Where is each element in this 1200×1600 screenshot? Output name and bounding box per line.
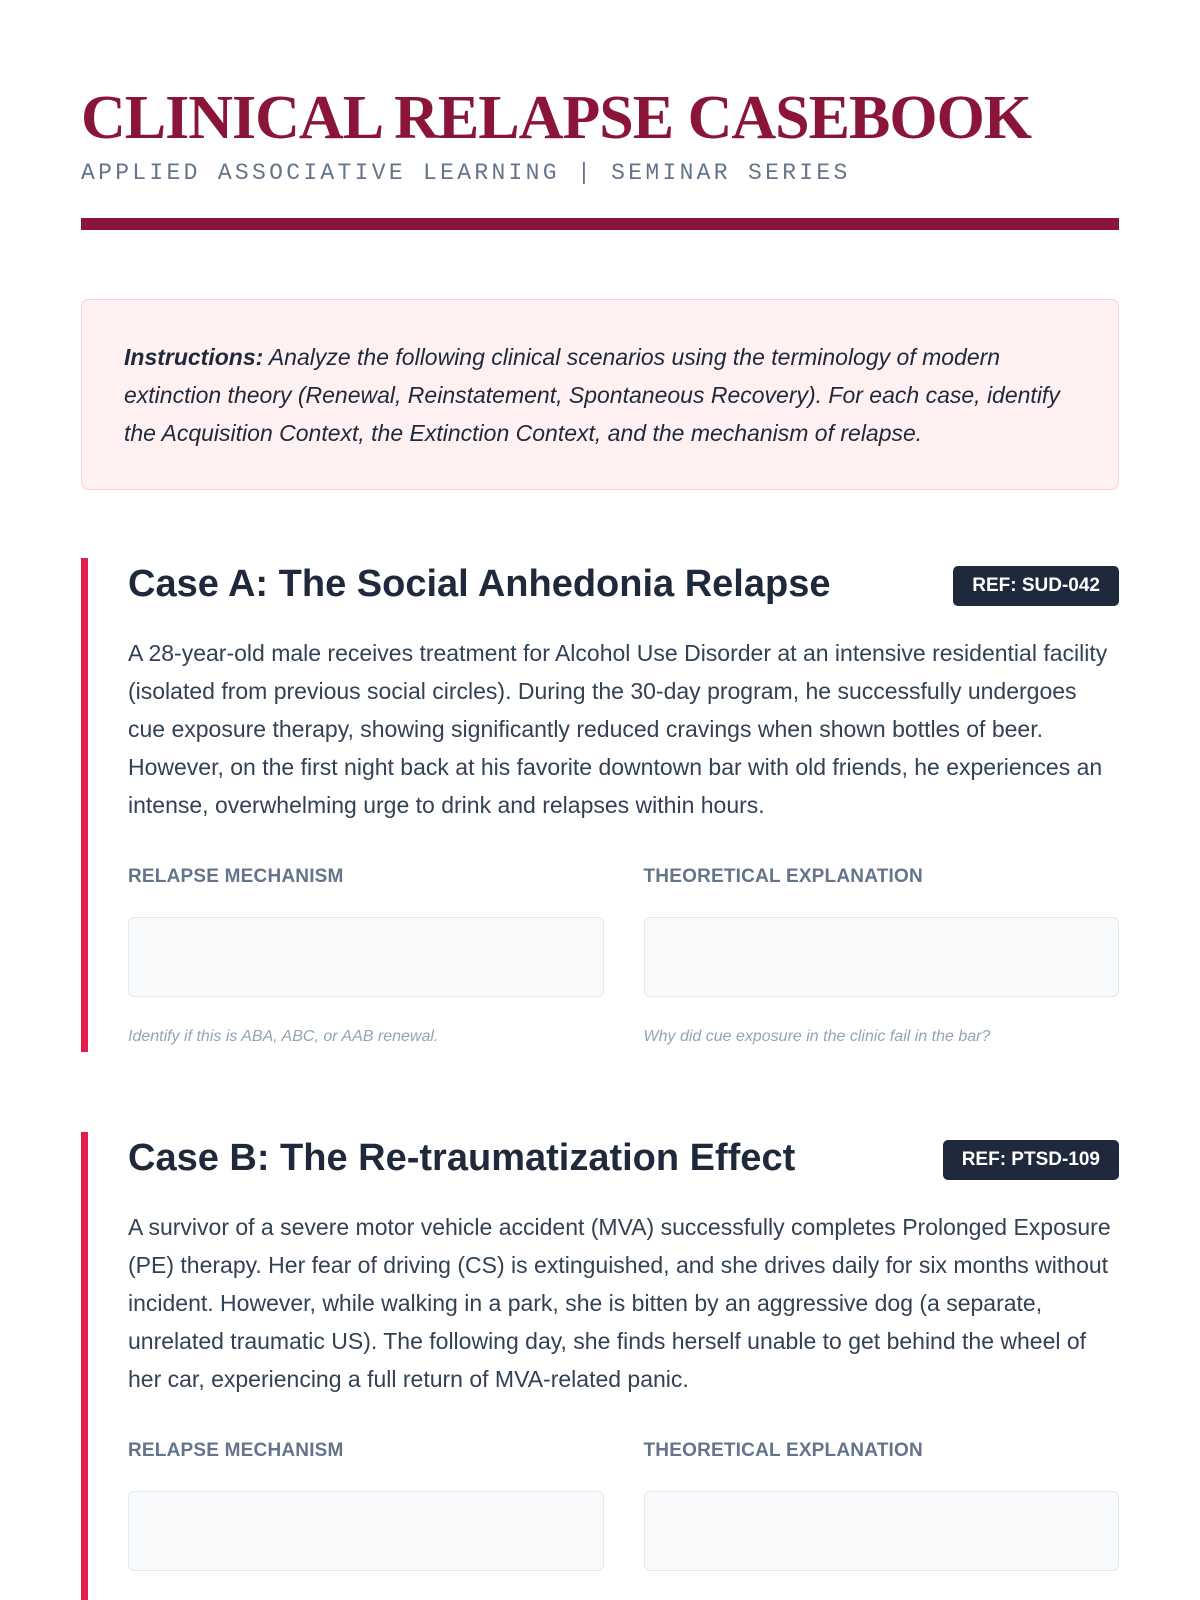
page-title: CLINICAL RELAPSE CASEBOOK	[81, 84, 1032, 152]
field-label: THEORETICAL EXPLANATION	[643, 866, 923, 887]
relapse-mechanism-field	[128, 1440, 604, 1571]
answer-fields	[128, 866, 1119, 1047]
relapse-mechanism-input[interactable]	[128, 1491, 604, 1571]
instructions-callout	[81, 299, 1119, 490]
instructions-text: Analyze the following clinical scenarios using the terminology of modern extinction theory (Renewal, Reinstatement, Spontaneous Recovery). For each case, identify the Acquisition Context, the Extinction Context, and the mechanism of relapse.	[124, 344, 1060, 446]
case-title: Case B: The Re-traumatization Effect	[128, 1137, 796, 1179]
case-card-a	[81, 558, 1119, 1052]
theoretical-explanation-field	[644, 866, 1120, 1047]
theoretical-explanation-input[interactable]	[644, 917, 1120, 997]
theoretical-explanation-input[interactable]	[644, 1491, 1120, 1571]
field-label: RELAPSE MECHANISM	[128, 1440, 344, 1461]
case-header	[128, 558, 1119, 608]
theoretical-explanation-field	[644, 1440, 1120, 1571]
case-title: Case A: The Social Anhedonia Relapse	[128, 563, 831, 605]
field-label: RELAPSE MECHANISM	[128, 866, 344, 887]
case-ref-badge: REF: SUD-042	[953, 566, 1119, 606]
case-header	[128, 1132, 1119, 1182]
case-card-b	[81, 1132, 1119, 1600]
field-label: THEORETICAL EXPLANATION	[643, 1440, 923, 1461]
relapse-mechanism-input[interactable]	[128, 917, 604, 997]
case-description: A survivor of a severe motor vehicle accident (MVA) successfully completes Prolonged Exposure (PE) therapy. Her fear of driving (CS) is extinguished, and she drives daily for six months without incident. However, while walking in a park, she is bitten by an aggressive dog (a separate, unrelated traumatic US). The following day, she finds herself unable to get behind the wheel of her car, experiencing a full return of MVA-related panic.	[128, 1214, 1111, 1392]
page-header	[81, 0, 1119, 230]
title-divider	[81, 218, 1119, 230]
answer-fields	[128, 1440, 1119, 1571]
instructions-lead: Instructions:	[124, 344, 264, 370]
page-subtitle: APPLIED ASSOCIATIVE LEARNING | SEMINAR SERIES	[81, 160, 851, 186]
field-hint: Why did cue exposure in the clinic fail in the bar?	[643, 1028, 991, 1045]
field-hint: Identify if this is ABA, ABC, or AAB renewal.	[128, 1028, 439, 1045]
case-description: A 28-year-old male receives treatment for Alcohol Use Disorder at an intensive residential facility (isolated from previous social circles). During the 30-day program, he successfully undergoes cue exposure therapy, showing significantly reduced cravings when shown bottles of beer. However, on the first night back at his favorite downtown bar with old friends, he experiences an intense, overwhelming urge to drink and relapses within hours.	[128, 640, 1108, 818]
case-ref-badge: REF: PTSD-109	[943, 1140, 1119, 1180]
relapse-mechanism-field	[128, 866, 604, 1047]
